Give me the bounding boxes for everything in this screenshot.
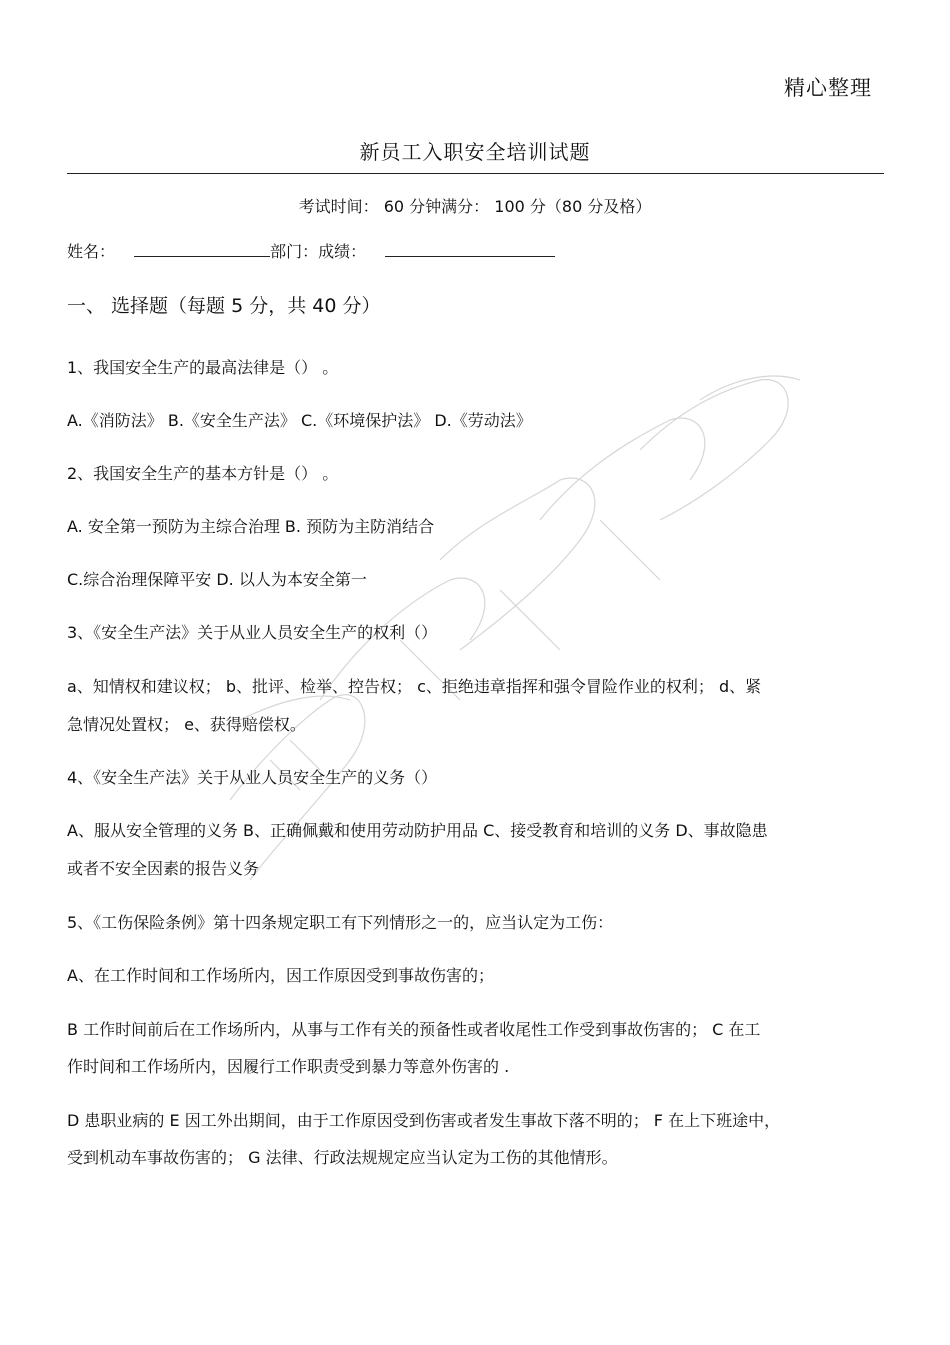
question-line: A.《消防法》 B.《安全生产法》 C.《环境保护法》 D.《劳动法》 [67, 411, 532, 430]
question-line: D 患职业病的 E 因工外出期间，由于工作原因受到伤害或者发生事故下落不明的； F 在上下班途中， [67, 1111, 781, 1130]
question-line: C.综合治理保障平安 D. 以人为本安全第一 [67, 570, 367, 589]
exam-info: 考试时间： 60 分钟满分： 100 分（80 分及格） [298, 197, 652, 216]
name-blank [134, 242, 270, 257]
question-line: A. 安全第一预防为主综合治理 B. 预防为主防消结合 [67, 517, 435, 536]
question-line: 1、我国安全生产的最高法律是（） 。 [67, 358, 339, 377]
question-line: B 工作时间前后在工作场所内，从事与工作有关的预备性或者收尾性工作受到事故伤害的； C 在工 [67, 1020, 761, 1039]
section-title: 一、 选择题（每题 5 分，共 40 分） [67, 295, 381, 317]
question-line: 急情况处置权； e、获得赔偿权。 [67, 715, 306, 734]
question-line: 5、《工伤保险条例》第十四条规定职工有下列情形之一的，应当认定为工伤： [67, 913, 614, 932]
question-line: 受到机动车事故伤害的； G 法律、行政法规规定应当认定为工伤的其他情形。 [67, 1148, 618, 1167]
candidate-fields [67, 239, 555, 262]
question-line: 或者不安全因素的报告义务 [67, 859, 260, 878]
header-note: 精心整理 [784, 76, 872, 100]
question-line: 2、我国安全生产的基本方针是（） 。 [67, 464, 339, 483]
title-divider [67, 173, 884, 174]
name-label: 姓名： [67, 242, 116, 261]
score-label: 成绩： [318, 242, 367, 261]
dept-label: 部门： [270, 242, 319, 261]
score-blank [385, 242, 555, 257]
question-line: a、知情权和建议权； b、批评、检举、控告权； c、拒绝违章指挥和强令冒险作业的权利； d、紧 [67, 677, 762, 696]
question-line: 4、《安全生产法》关于从业人员安全生产的义务（） [67, 768, 438, 787]
question-line: A、在工作时间和工作场所内，因工作原因受到事故伤害的； [67, 966, 494, 985]
document-title: 新员工入职安全培训试题 [359, 140, 591, 164]
question-line: A、服从安全管理的义务 B、正确佩戴和使用劳动防护用品 C、接受教育和培训的义务 D、事故隐患 [67, 821, 768, 840]
question-line: 作时间和工作场所内，因履行工作职责受到暴力等意外伤害的 . [67, 1057, 510, 1076]
question-line: 3、《安全生产法》关于从业人员安全生产的权利（） [67, 623, 438, 642]
